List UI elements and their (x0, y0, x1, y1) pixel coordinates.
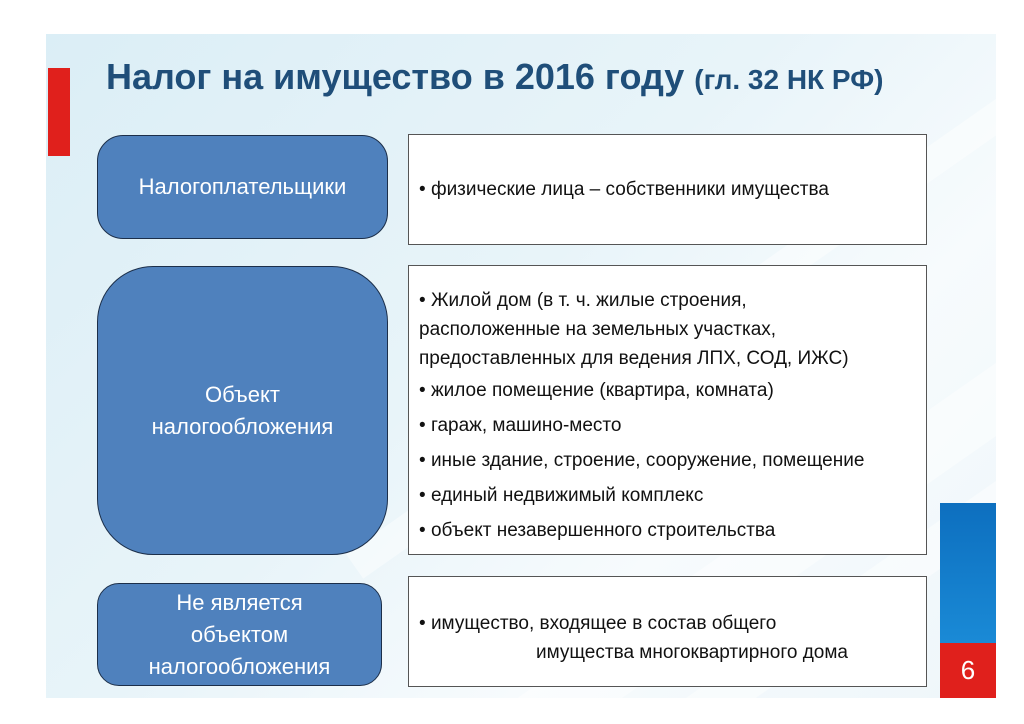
list-item-line: предоставленных для ведения ЛПХ, СОД, ИЖС) (419, 348, 849, 369)
list-item-line: • имущество, входящее в состав общего (419, 613, 776, 634)
list-item: • единый недвижимый комплекс (419, 478, 920, 513)
side-accent-blue (940, 503, 996, 643)
box-taxable-object (408, 265, 927, 555)
label-line: Объект (205, 381, 280, 407)
page-number: 6 (940, 643, 996, 698)
list-item: • физические лица – собственники имущества (419, 179, 926, 201)
list-item: • гараж, машино-место (419, 408, 920, 443)
box-taxpayers (408, 134, 927, 245)
page-title (106, 56, 986, 98)
list-item: • жилое помещение (квартира, комната) (419, 373, 920, 408)
list-item (419, 609, 920, 667)
list-item-line: • Жилой дом (в т. ч. жилые строения, (419, 290, 747, 311)
label-not-taxable (97, 583, 382, 686)
list-item-line: расположенные на земельных участках, (419, 319, 777, 340)
label-taxable-object (97, 266, 388, 555)
title-accent-bar (48, 68, 70, 156)
label-line: Не является (176, 589, 303, 615)
box-not-taxable (408, 576, 927, 687)
list-item: • объект незавершенного строительства (419, 513, 920, 548)
label-line: налогообложения (151, 413, 334, 439)
label-taxpayers (97, 135, 388, 239)
label-line: Налогоплательщики (138, 174, 347, 199)
list-item-line: имущества многоквартирного дома (536, 642, 848, 663)
label-line: налогообложения (148, 653, 331, 679)
list-item: • иные здание, строение, сооружение, помещение (419, 443, 920, 478)
title-suffix: (гл. 32 НК РФ) (694, 64, 884, 95)
label-line: объектом (190, 621, 289, 647)
list-item (419, 286, 920, 373)
title-main: Налог на имущество в 2016 году (106, 56, 685, 97)
